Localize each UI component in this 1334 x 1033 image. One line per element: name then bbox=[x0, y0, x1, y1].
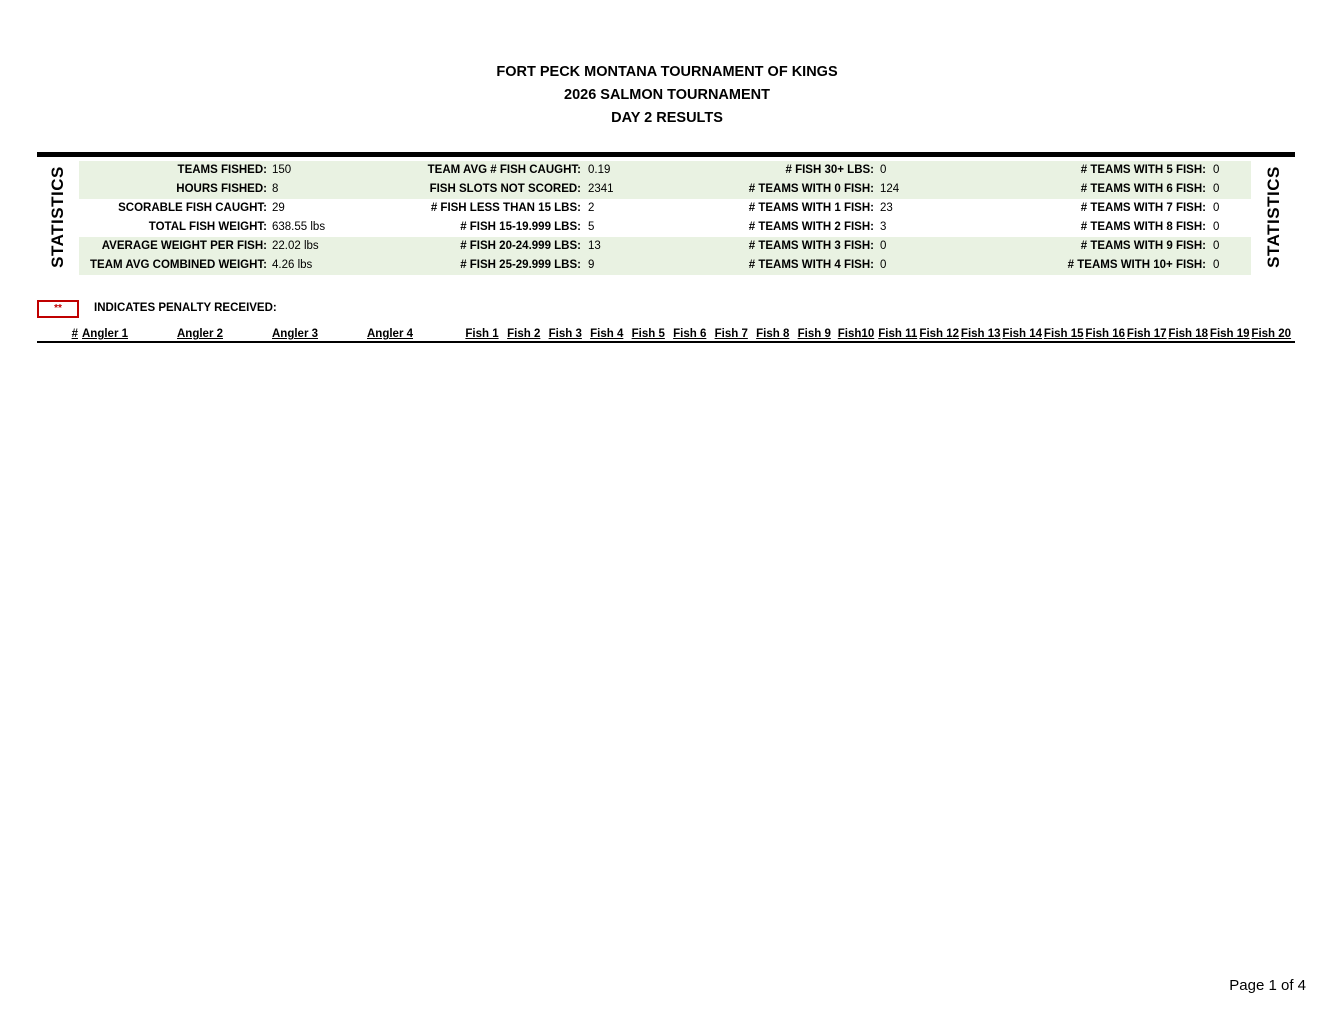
statistic-label: TEAMS FISHED: bbox=[177, 164, 267, 176]
header-fish: Fish 18 bbox=[1168, 328, 1209, 340]
statistic-label: # FISH 15-19.999 LBS: bbox=[460, 221, 581, 233]
header-divider bbox=[37, 341, 1295, 343]
header-fish: Fish 20 bbox=[1251, 328, 1292, 340]
statistic-value: 0.19 bbox=[588, 164, 611, 176]
statistic-value: 124 bbox=[880, 183, 900, 195]
header-fish: Fish 1 bbox=[465, 328, 499, 340]
statistic-value: 22.02 lbs bbox=[272, 240, 319, 252]
header-fish: Fish 14 bbox=[1002, 328, 1043, 340]
statistic-value: 0 bbox=[1213, 221, 1220, 233]
results-day-title: DAY 2 RESULTS bbox=[611, 110, 723, 126]
statistic-label: # TEAMS WITH 10+ FISH: bbox=[1067, 259, 1206, 271]
statistic-label: TOTAL FISH WEIGHT: bbox=[148, 221, 267, 233]
statistic-label: # TEAMS WITH 4 FISH: bbox=[748, 259, 874, 271]
statistic-label: # TEAMS WITH 0 FISH: bbox=[748, 183, 874, 195]
statistic-value: 8 bbox=[272, 183, 279, 195]
statistic-value: 0 bbox=[880, 164, 887, 176]
statistics-row bbox=[79, 218, 1251, 237]
statistic-value: 2341 bbox=[588, 183, 614, 195]
statistic-label: # TEAMS WITH 5 FISH: bbox=[1080, 164, 1206, 176]
statistic-label: TEAM AVG COMBINED WEIGHT: bbox=[90, 259, 267, 271]
statistic-value: 0 bbox=[880, 240, 887, 252]
header-fish: Fish 7 bbox=[714, 328, 748, 340]
statistic-label: # TEAMS WITH 8 FISH: bbox=[1080, 221, 1206, 233]
header-angler: Angler 1 bbox=[82, 328, 129, 340]
statistic-label: # TEAMS WITH 7 FISH: bbox=[1080, 202, 1206, 214]
header-fish: Fish10 bbox=[837, 328, 875, 340]
header-angler: Angler 2 bbox=[177, 328, 224, 340]
statistics-row bbox=[79, 199, 1251, 218]
header-fish: Fish 11 bbox=[878, 328, 918, 340]
statistic-label: AVERAGE WEIGHT PER FISH: bbox=[101, 240, 267, 252]
page-number: Page 1 of 4 bbox=[1229, 977, 1306, 994]
statistic-value: 5 bbox=[588, 221, 595, 233]
header-fish: Fish 3 bbox=[548, 328, 582, 340]
header-fish: Fish 19 bbox=[1209, 328, 1250, 340]
statistic-value: 150 bbox=[272, 164, 292, 176]
header-fish: Fish 15 bbox=[1043, 328, 1084, 340]
statistic-label: # FISH 20-24.999 LBS: bbox=[460, 240, 581, 252]
statistic-value: 0 bbox=[1213, 183, 1220, 195]
statistic-label: # FISH LESS THAN 15 LBS: bbox=[430, 202, 581, 214]
header-fish: Fish 4 bbox=[590, 328, 624, 340]
header-fish: Fish 8 bbox=[756, 328, 790, 340]
statistic-label: # TEAMS WITH 1 FISH: bbox=[748, 202, 874, 214]
penalty-marker-box: ** bbox=[37, 300, 79, 318]
header-fish: Fish 2 bbox=[507, 328, 541, 340]
statistic-label: # TEAMS WITH 6 FISH: bbox=[1080, 183, 1206, 195]
statistics-row bbox=[79, 161, 1251, 180]
statistic-value: 23 bbox=[880, 202, 893, 214]
header-fish: Fish 13 bbox=[960, 328, 1001, 340]
statistic-label: # FISH 30+ LBS: bbox=[785, 164, 874, 176]
statistic-value: 9 bbox=[588, 259, 595, 271]
statistic-value: 2 bbox=[588, 202, 595, 214]
statistics-panel bbox=[37, 152, 1295, 275]
statistic-value: 0 bbox=[1213, 164, 1220, 176]
statistic-value: 638.55 lbs bbox=[272, 221, 326, 233]
statistic-label: SCORABLE FISH CAUGHT: bbox=[118, 202, 267, 214]
statistic-label: FISH SLOTS NOT SCORED: bbox=[429, 183, 581, 195]
statistic-value: 13 bbox=[588, 240, 601, 252]
statistics-row bbox=[79, 180, 1251, 199]
header-fish: Fish 6 bbox=[673, 328, 707, 340]
statistic-value: 0 bbox=[880, 259, 887, 271]
tournament-title: FORT PECK MONTANA TOURNAMENT OF KINGS bbox=[496, 64, 838, 80]
statistic-label: # FISH 25-29.999 LBS: bbox=[460, 259, 581, 271]
statistic-value: 0 bbox=[1213, 240, 1220, 252]
header-fish: Fish 5 bbox=[631, 328, 665, 340]
statistic-label: # TEAMS WITH 9 FISH: bbox=[1080, 240, 1206, 252]
header-fish: Fish 12 bbox=[919, 328, 960, 340]
statistic-label: TEAM AVG # FISH CAUGHT: bbox=[427, 164, 581, 176]
statistic-value: 4.26 lbs bbox=[272, 259, 313, 271]
statistic-label: HOURS FISHED: bbox=[176, 183, 267, 195]
header-fish: Fish 17 bbox=[1126, 328, 1167, 340]
statistic-value: 29 bbox=[272, 202, 285, 214]
statistic-value: 0 bbox=[1213, 202, 1220, 214]
statistics-row bbox=[79, 256, 1251, 275]
statistics-side-label-right: STATISTICS bbox=[1264, 166, 1283, 268]
statistics-side-label-left: STATISTICS bbox=[48, 166, 67, 268]
header-angler: Angler 4 bbox=[367, 328, 414, 340]
statistic-value: 0 bbox=[1213, 259, 1220, 271]
statistics-row bbox=[79, 237, 1251, 256]
header-angler: Angler 3 bbox=[272, 328, 319, 340]
penalty-legend-label: INDICATES PENALTY RECEIVED: bbox=[94, 302, 277, 314]
header-fish: Fish 9 bbox=[797, 328, 831, 340]
header-fish: Fish 16 bbox=[1085, 328, 1126, 340]
statistic-label: # TEAMS WITH 3 FISH: bbox=[748, 240, 874, 252]
statistic-value: 3 bbox=[880, 221, 887, 233]
tournament-subtitle: 2026 SALMON TOURNAMENT bbox=[564, 87, 770, 103]
statistic-label: # TEAMS WITH 2 FISH: bbox=[748, 221, 874, 233]
header-number: # bbox=[71, 328, 78, 340]
